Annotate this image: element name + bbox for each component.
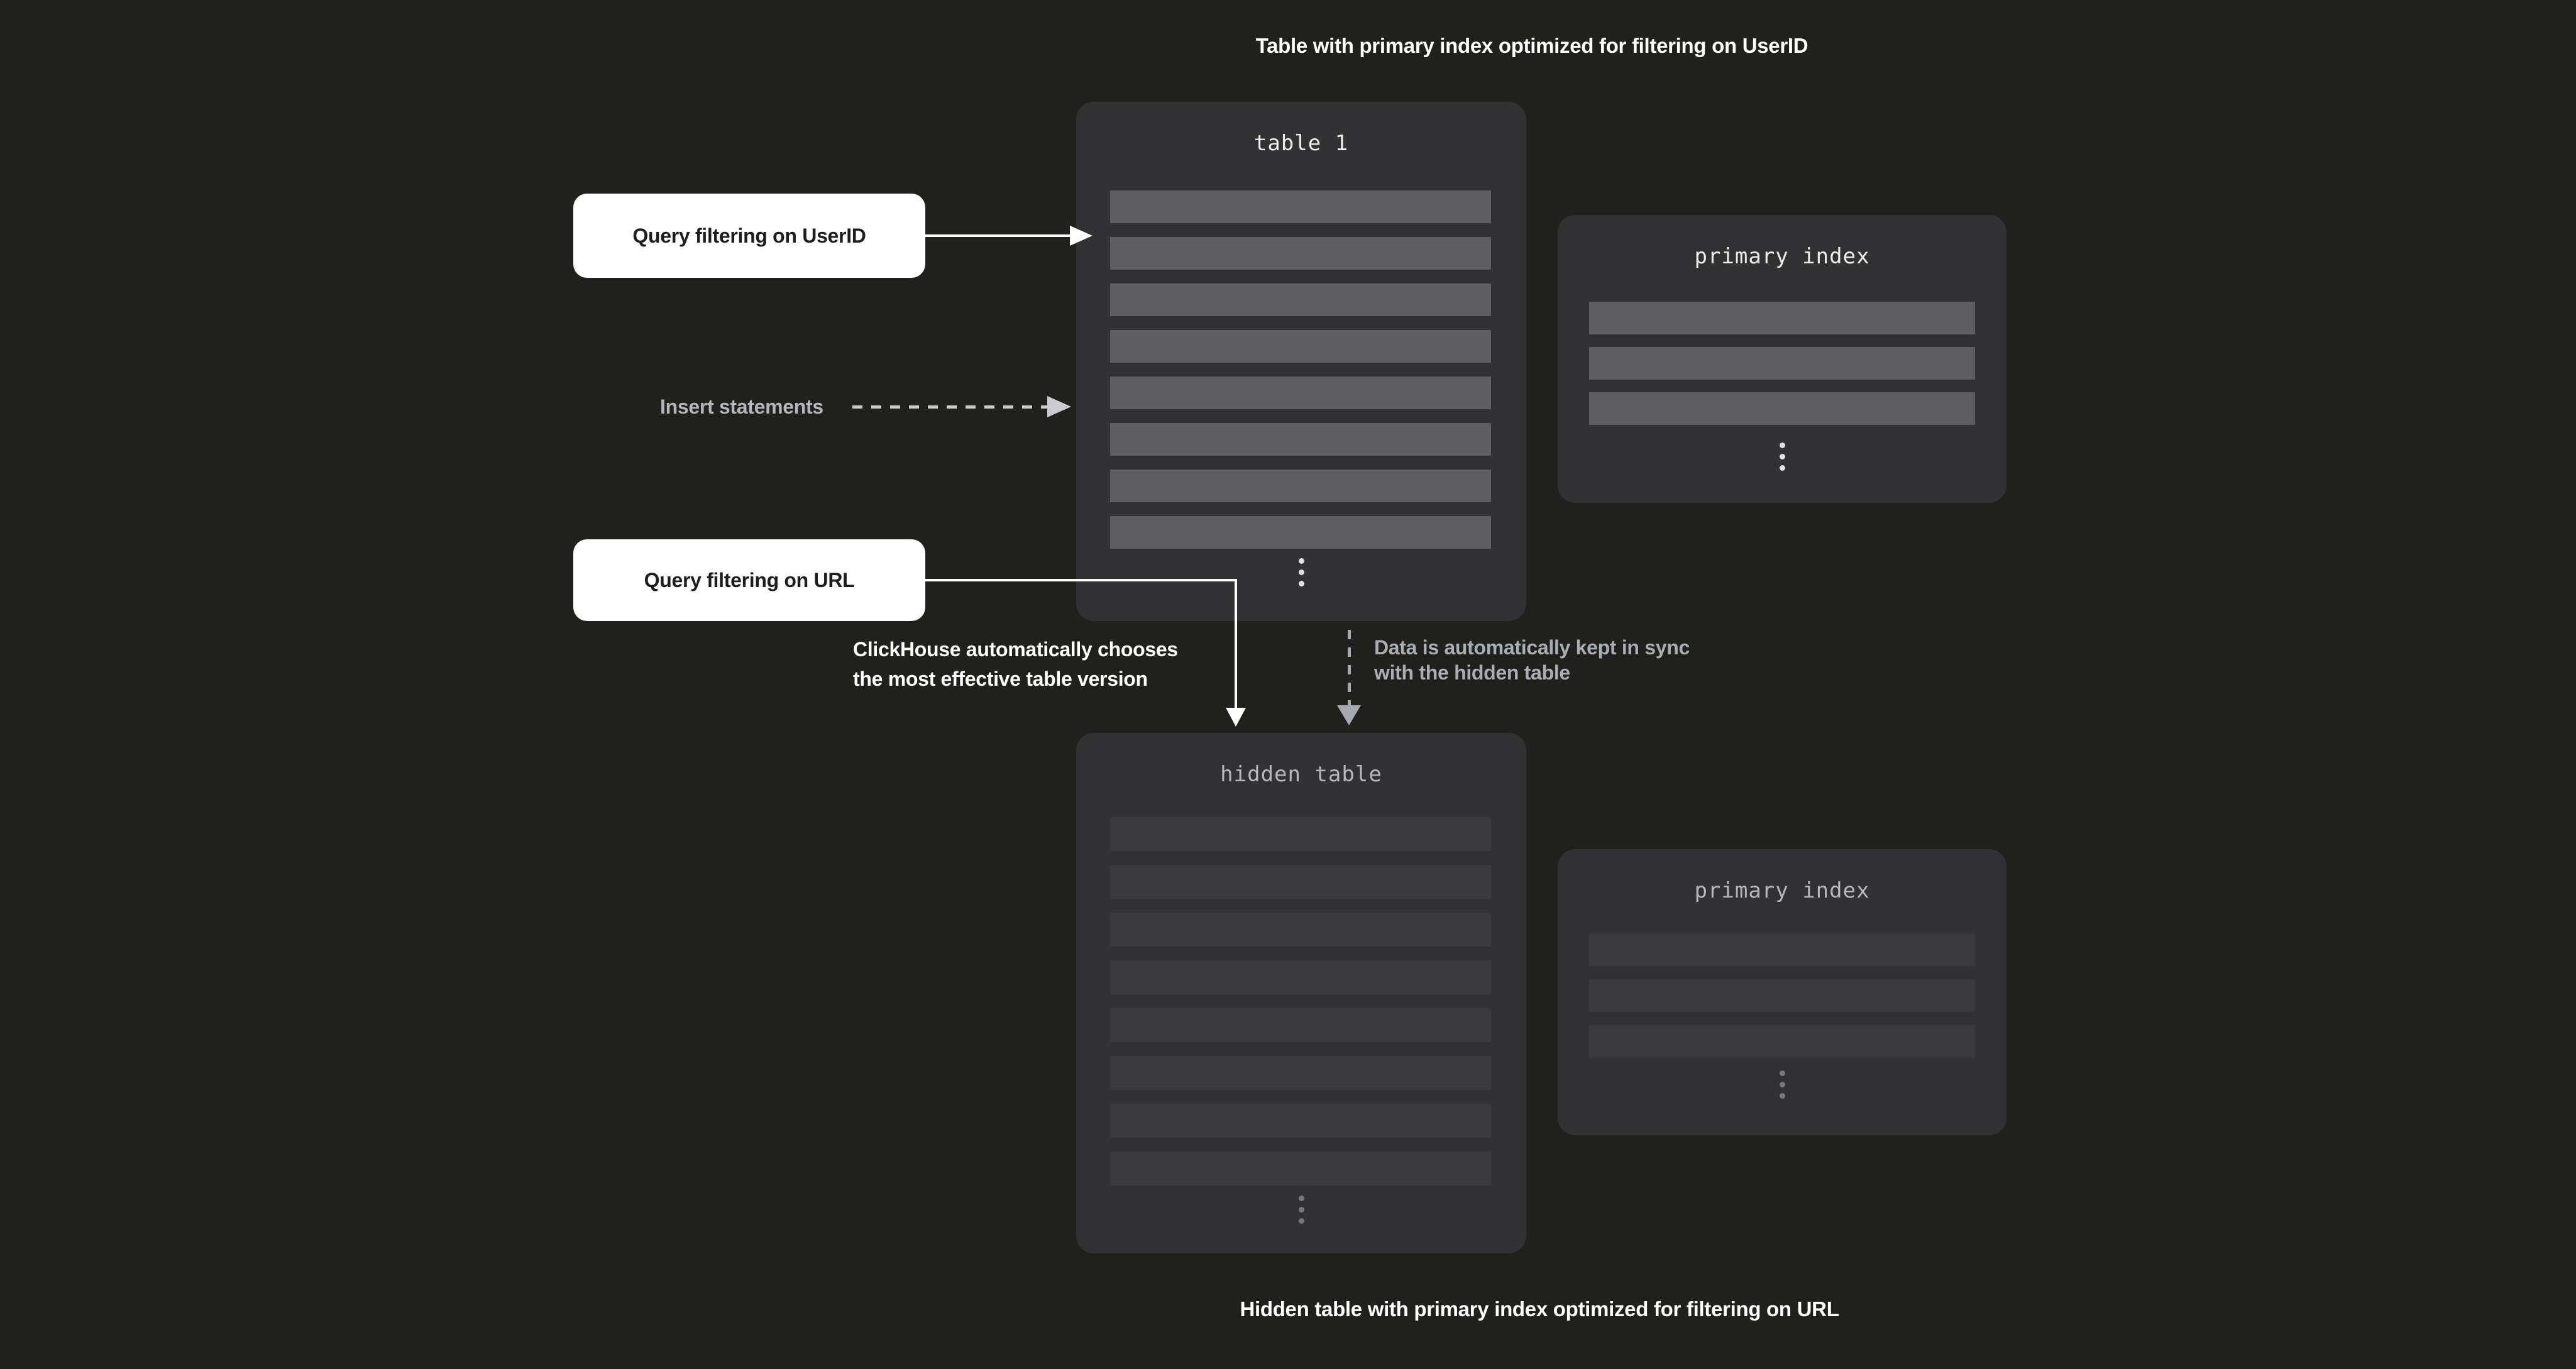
- hidden-table-title: hidden table: [1220, 762, 1382, 787]
- table-row: [1589, 979, 1975, 1012]
- hidden-table-panel: [1076, 733, 1526, 1253]
- query-userid-arrow-line: [925, 234, 1072, 237]
- table-row: [1110, 960, 1491, 994]
- table-row: [1110, 1056, 1491, 1090]
- top-caption: Table with primary index optimized for filtering on UserID: [1255, 34, 1808, 57]
- table-row: [1110, 237, 1491, 270]
- vertical-ellipsis-icon: [1076, 1196, 1526, 1224]
- table-row: [1110, 1008, 1491, 1042]
- primary-index-top-title: primary index: [1694, 244, 1870, 269]
- primary-index-bottom-panel: [1558, 849, 2006, 1135]
- table-row: [1589, 933, 1975, 966]
- bottom-caption: Hidden table with primary index optimized for filtering on URL: [1240, 1297, 1839, 1321]
- query-userid-callout: Query filtering on UserID: [573, 194, 925, 278]
- table-row: [1589, 1025, 1975, 1058]
- table-row: [1589, 392, 1975, 425]
- chooses-label-line1: ClickHouse automatically chooses: [853, 638, 1178, 661]
- insert-dashed-arrow-line: [852, 405, 1050, 409]
- vertical-ellipsis-icon: [1558, 443, 2006, 471]
- arrow-right-icon: [1047, 396, 1071, 417]
- table-row: [1110, 913, 1491, 947]
- primary-index-top-rows: [1589, 302, 1975, 425]
- arrow-right-icon: [1070, 226, 1093, 246]
- primary-index-top-panel: [1558, 215, 2006, 503]
- chooses-label-line2: the most effective table version: [853, 668, 1148, 690]
- table-row: [1110, 865, 1491, 899]
- query-url-arrow-line-vertical: [1235, 579, 1237, 710]
- query-url-arrow-line-horizontal: [925, 579, 1237, 581]
- query-url-callout: Query filtering on URL: [573, 539, 925, 621]
- vertical-ellipsis-icon: [1558, 1070, 2006, 1099]
- table-row: [1110, 470, 1491, 502]
- table-row: [1110, 330, 1491, 363]
- table-row: [1589, 347, 1975, 380]
- arrow-down-icon: [1226, 708, 1246, 727]
- table-row: [1110, 1152, 1491, 1185]
- arrow-down-icon: [1337, 705, 1361, 725]
- chooses-label: [853, 635, 1178, 694]
- hidden-table-rows: [1110, 817, 1491, 1185]
- table-row: [1110, 817, 1491, 851]
- insert-statements-label: Insert statements: [660, 395, 823, 418]
- table1-title: table 1: [1253, 131, 1349, 156]
- table-row: [1110, 516, 1491, 549]
- table1-panel: [1076, 102, 1526, 621]
- primary-index-bottom-title: primary index: [1694, 878, 1870, 903]
- sync-label-line2: with the hidden table: [1374, 661, 1570, 684]
- table-row: [1110, 377, 1491, 409]
- primary-index-bottom-rows: [1589, 933, 1975, 1058]
- table-row: [1110, 190, 1491, 223]
- vertical-ellipsis-icon: [1076, 558, 1526, 586]
- table-row: [1110, 423, 1491, 456]
- table-row: [1110, 1104, 1491, 1138]
- table-row: [1589, 302, 1975, 334]
- sync-label-line1: Data is automatically kept in sync: [1374, 636, 1690, 659]
- sync-dashed-arrow-line: [1348, 630, 1351, 705]
- sync-label: [1374, 635, 1690, 685]
- table1-rows: [1110, 190, 1491, 549]
- table-row: [1110, 283, 1491, 316]
